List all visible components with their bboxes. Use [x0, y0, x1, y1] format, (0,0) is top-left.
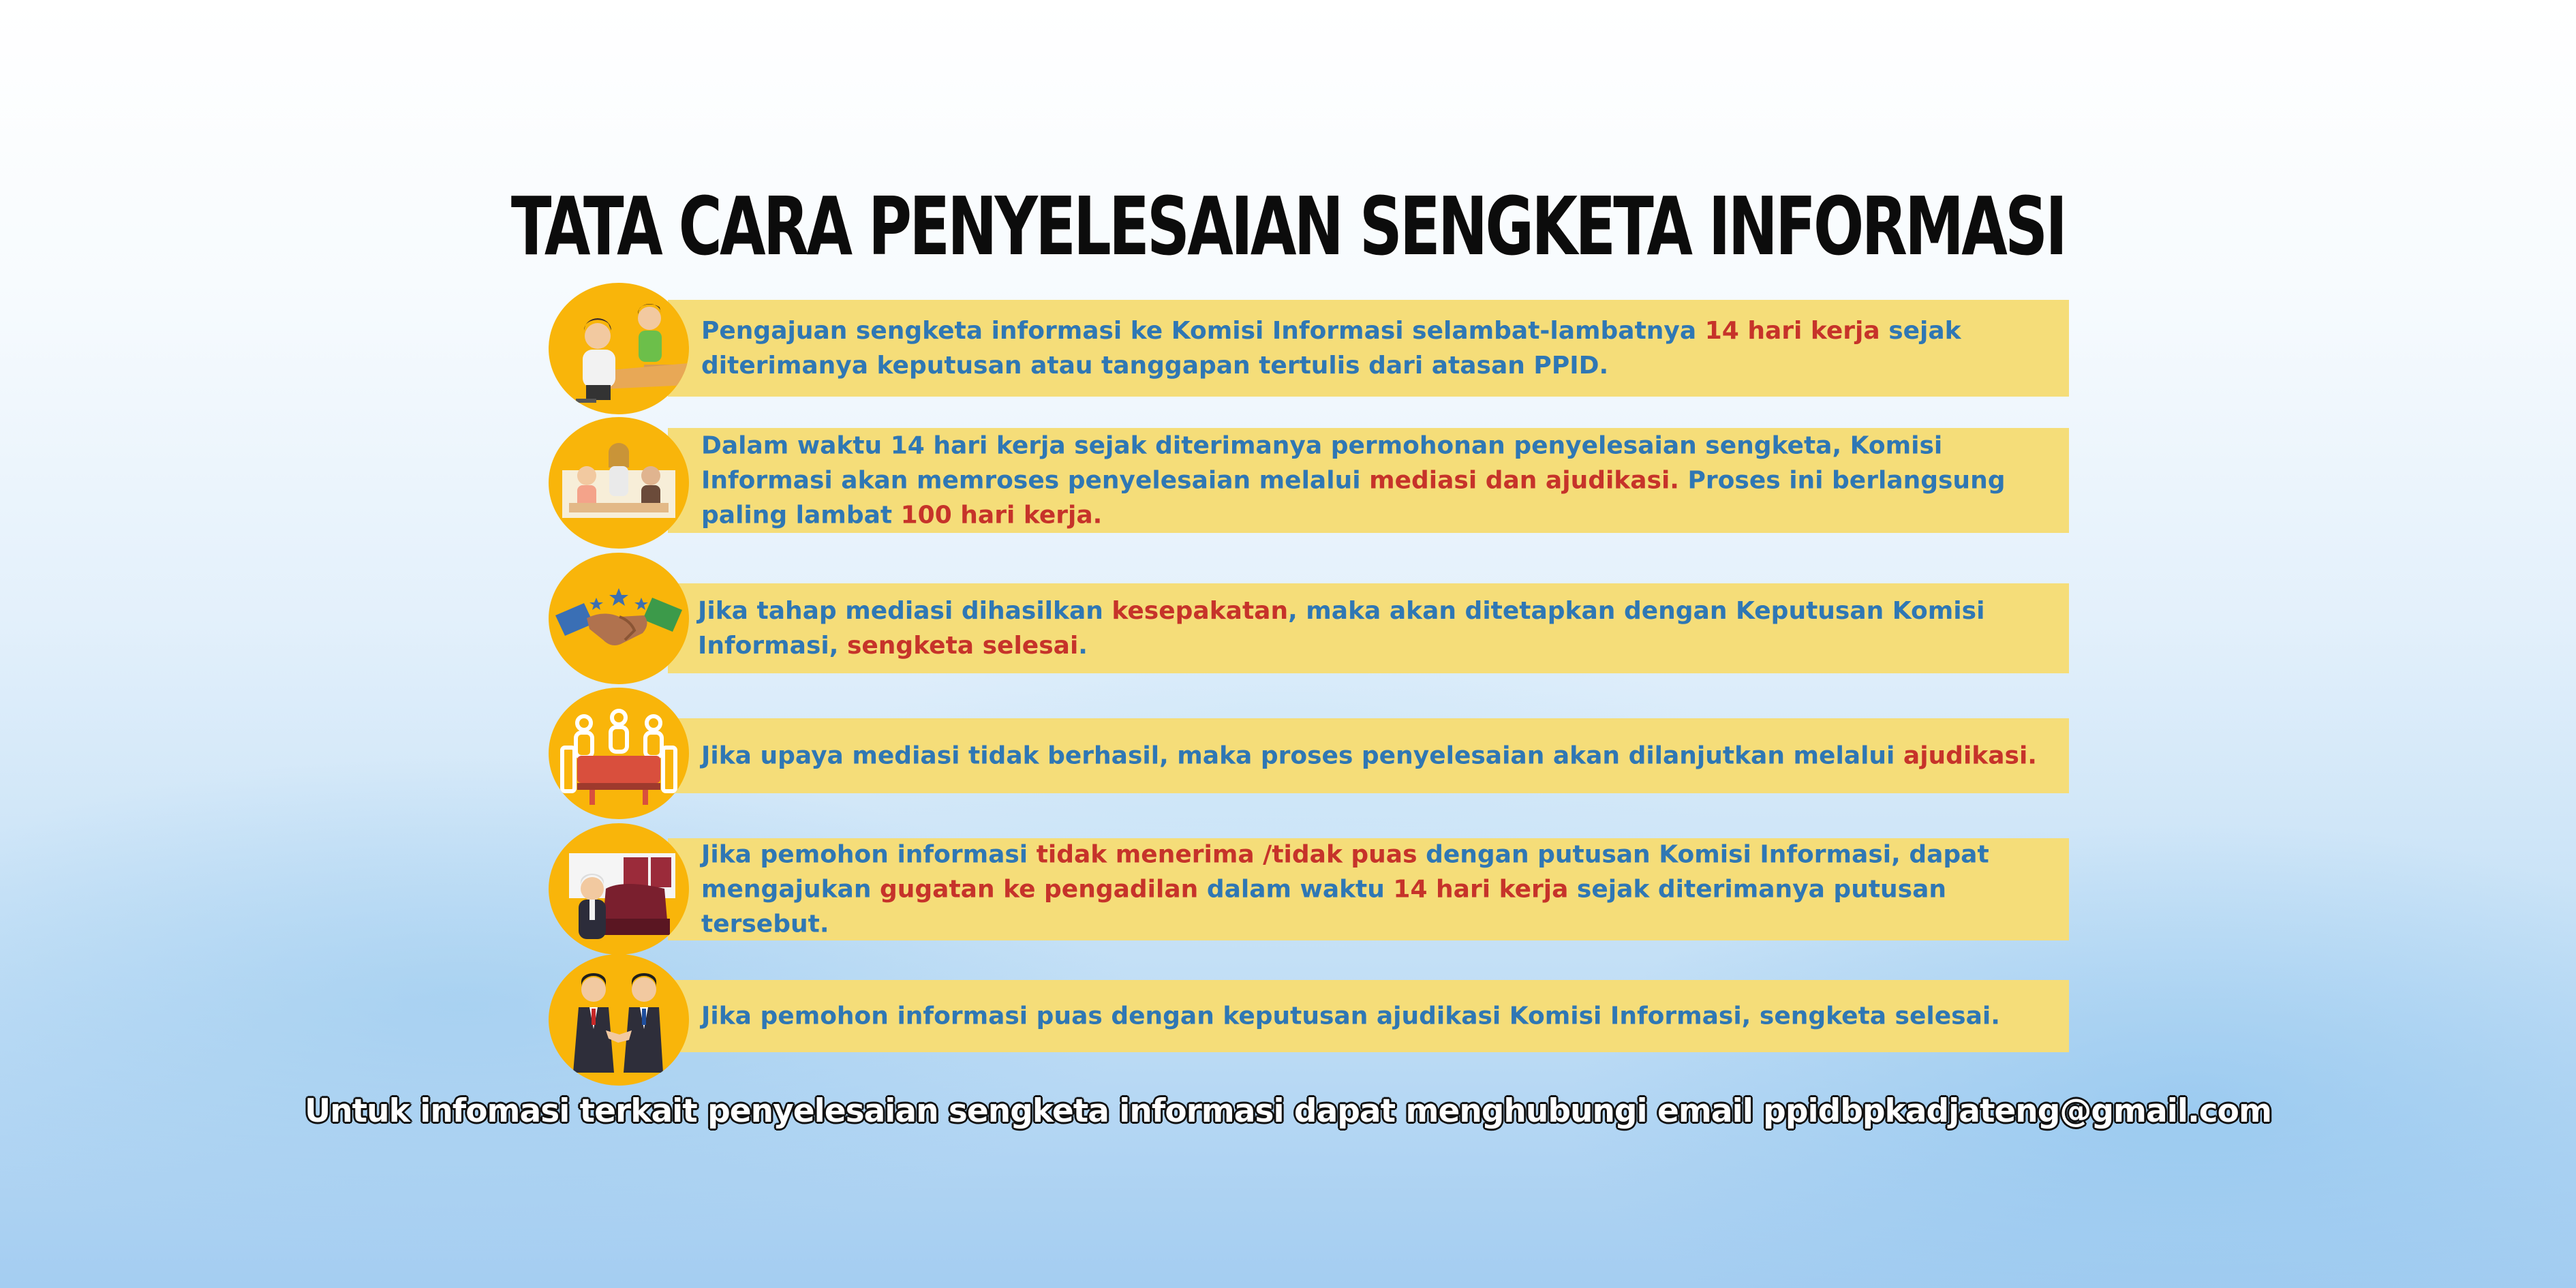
highlight-text: 100 hari kerja.	[900, 501, 1103, 530]
highlight-text: gugatan ke pengadilan	[879, 875, 1199, 904]
step-3-bar	[668, 583, 2069, 673]
body-text: dengan putusan Komisi Informasi, dapat mengajukan	[701, 840, 1989, 904]
highlight-text: 14 hari kerja	[1704, 317, 1880, 345]
step-4-text	[701, 739, 2064, 773]
body-text: sejak diterimanya keputusan atau tanggapan tertulis dari atasan PPID.	[701, 317, 1961, 380]
highlight-text: kesepakatan	[1111, 597, 1289, 625]
body-text: Jika pemohon informasi puas dengan keputusan ajudikasi Komisi Informasi, sengketa selesai.	[701, 1002, 2000, 1030]
step-2-text	[701, 429, 2064, 533]
highlight-text: ajudikasi.	[1903, 741, 2037, 770]
body-text: Jika upaya mediasi tidak berhasil, maka proses penyelesaian akan dilanjutkan melalui	[701, 741, 1903, 770]
body-text: .	[1078, 632, 1088, 660]
body-text: Jika pemohon informasi	[701, 840, 1037, 869]
contact-footer: Untuk infomasi terkait penyelesaian sengketa informasi dapat menghubungi email ppidbpkadjateng@gmail.com	[305, 1092, 2271, 1130]
court-icon	[549, 823, 689, 955]
step-6-bar	[668, 980, 2069, 1052]
consultation-icon	[549, 283, 689, 414]
body-text: , maka akan ditetapkan dengan Keputusan Komisi Informasi,	[698, 597, 1985, 660]
step-1-text	[701, 313, 2064, 383]
step-2-bar	[668, 428, 2069, 533]
highlight-text: tidak menerima /tidak puas	[1036, 840, 1417, 869]
body-text: sejak diterimanya putusan tersebut.	[701, 875, 1947, 938]
agreement-icon	[549, 954, 689, 1086]
step-5-bar	[668, 838, 2069, 940]
body-text: Pengajuan sengketa informasi ke Komisi Informasi selambat-lambatnya	[701, 317, 1705, 345]
body-text: Jika tahap mediasi dihasilkan	[698, 597, 1112, 625]
body-text: Dalam waktu 14 hari kerja sejak diterimanya permohonan penyelesaian sengketa, Komisi Informasi akan memroses penyelesaian melalui	[701, 431, 1943, 495]
step-4-bar	[668, 718, 2069, 793]
step-3-text	[698, 594, 2061, 663]
meeting-icon	[549, 417, 689, 549]
body-text: Proses ini berlangsung paling lambat	[701, 466, 2006, 530]
highlight-text: sengketa selesai	[846, 632, 1079, 660]
step-6-text	[701, 999, 2064, 1034]
body-text: dalam waktu	[1198, 875, 1394, 904]
step-5-text	[701, 838, 2064, 942]
highlight-text: mediasi dan ajudikasi.	[1369, 466, 1679, 495]
handshake-icon	[549, 553, 689, 684]
step-1-bar	[668, 300, 2069, 397]
page-title: TATA CARA PENYELESAIAN SENGKETA INFORMASI	[510, 179, 2066, 273]
conference-table-icon	[549, 688, 689, 819]
highlight-text: 14 hari kerja	[1393, 875, 1569, 904]
